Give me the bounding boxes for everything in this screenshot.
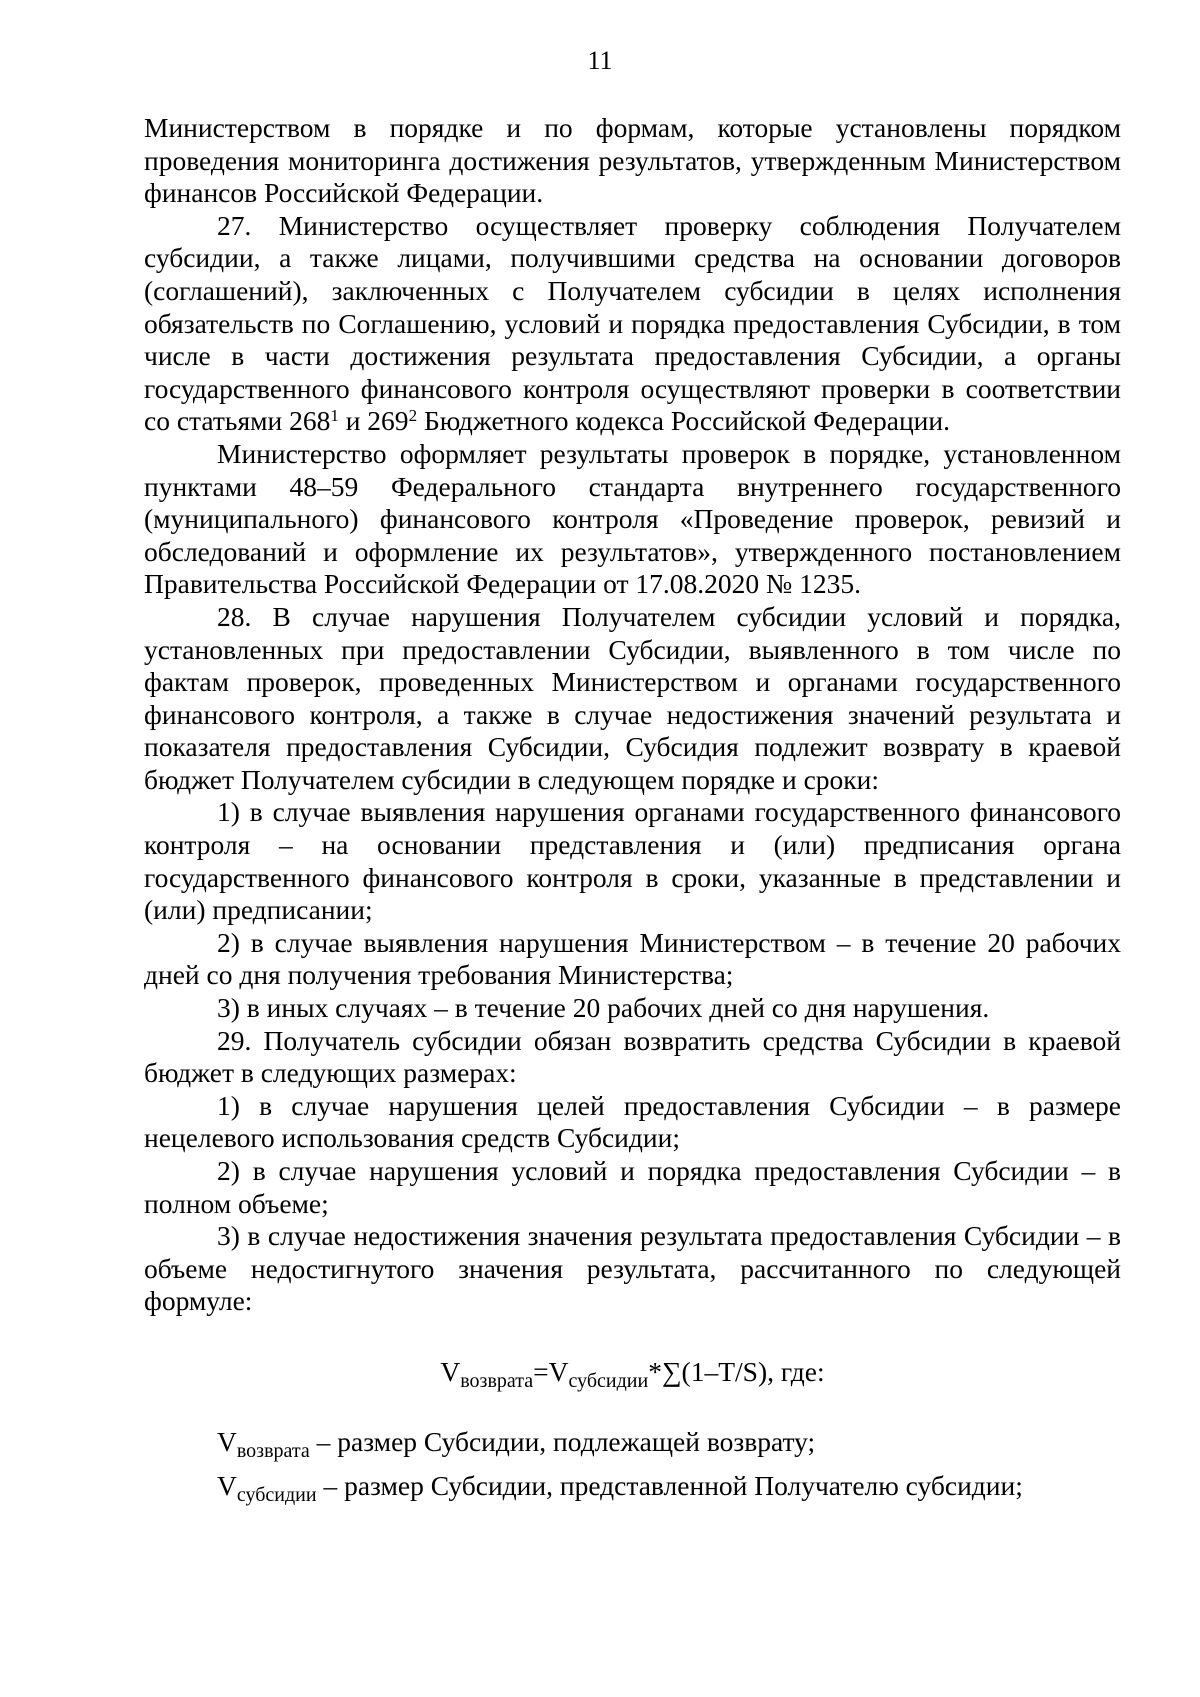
paragraph-p27-b: Министерство оформляет результаты проверок в порядке, установленном пунктами 48–59 Федерального стандарта внутреннего государственного (муниципального) финансового контроля «Проведение проверок, ревизий и обследований и оформление их результатов», утвержденного постановлением Правительства Российской Федерации от 17.08.2020 № 1235. [144,437,1121,600]
definition-list [144,1420,1121,1508]
definition-symbol: V [217,1469,237,1501]
paragraph-p29-1: 1) в случае нарушения целей предоставления Субсидии – в размере нецелевого использования средств Субсидии; [144,1089,1121,1154]
paragraph-p28-3: 3) в иных случаях – в течение 20 рабочих дней со дня нарушения. [217,992,990,1024]
page-number: 11 [587,46,613,75]
definition-subscript: возврата [236,1439,310,1462]
definition-text: – размер Субсидии, подлежащей возврату; [309,1425,816,1457]
paragraph-list [144,112,1121,1318]
definition-symbol: V [217,1425,237,1457]
paragraph-p29-2: 2) в случае нарушения условий и порядка предоставления Субсидии – в полном объеме; [144,1155,1121,1219]
paragraph-text: 27. Министерство осуществляет проверку соблюдения Получателем субсидии, а также лицами, получившими средства на основании договоров (соглашений), заключенных с Получателем субсидии в целях исполнения обязательств по Соглашению, условий и порядка предоставления Субсидии, в том числе в части достижения результата предоставления Субсидии, а органы государственного финансового контроля осуществляют проверки в соответствии со статьями 268 [144,209,1121,437]
paragraph-text: и 269 [338,405,409,437]
paragraph-p27 [144,210,1121,438]
paragraph-p28: 28. В случае нарушения Получателем субсидии условий и порядка, установленных при предоставлении Субсидии, выявленного в том числе по фактам проверок, проведенных Министерством и органами государственного финансового контроля, а также в случае недостижения значений результата и показателя предоставления Субсидии, Субсидия подлежит возврату в краевой бюджет Получателем субсидии в следующем порядке и сроки: [144,600,1121,795]
formula-eq: = [533,1355,549,1387]
definition-subscript: субсидии [236,1483,317,1506]
definition-item [217,1420,1121,1464]
formula-sub-return: возврата [460,1369,534,1392]
paragraph-p-continuation: Министерством в порядке и по формам, которые установлены порядком проведения мониторинга достижения результатов, утвержденным Министерством финансов Российской Федерации. [144,112,1121,209]
formula [144,1352,1121,1392]
formula-v-return: V [440,1355,461,1387]
formula-sub-subsidy: субсидии [568,1369,649,1392]
superscript: 2 [408,406,418,426]
paragraph-p28-1: 1) в случае выявления нарушения органами государственного финансового контроля – на основании представления и (или) предписания органа государственного финансового контроля в сроки, указанные в представлении и (или) предписании; [144,796,1121,926]
paragraph-p29-3: 3) в случае недостижения значения результата предоставления Субсидии – в объеме недостигнутого значения результата, рассчитанного по следующей формуле: [144,1220,1121,1317]
paragraph-p28-2: 2) в случае выявления нарушения Министерством – в течение 20 рабочих дней со дня получения требования Министерства; [144,926,1121,991]
definition-text: – размер Субсидии, представленной Получателю субсидии; [316,1469,1023,1501]
body-text [144,112,1121,1508]
formula-v-subsidy: V [548,1355,569,1387]
paragraph-p29: 29. Получатель субсидии обязан возвратить средства Субсидии в краевой бюджет в следующих размерах: [144,1024,1121,1089]
superscript: 1 [330,406,339,426]
paragraph-text: Бюджетного кодекса Российской Федерации. [417,405,950,437]
definition-item [217,1464,1121,1508]
formula-rest: *∑(1–T/S), где: [648,1355,825,1387]
